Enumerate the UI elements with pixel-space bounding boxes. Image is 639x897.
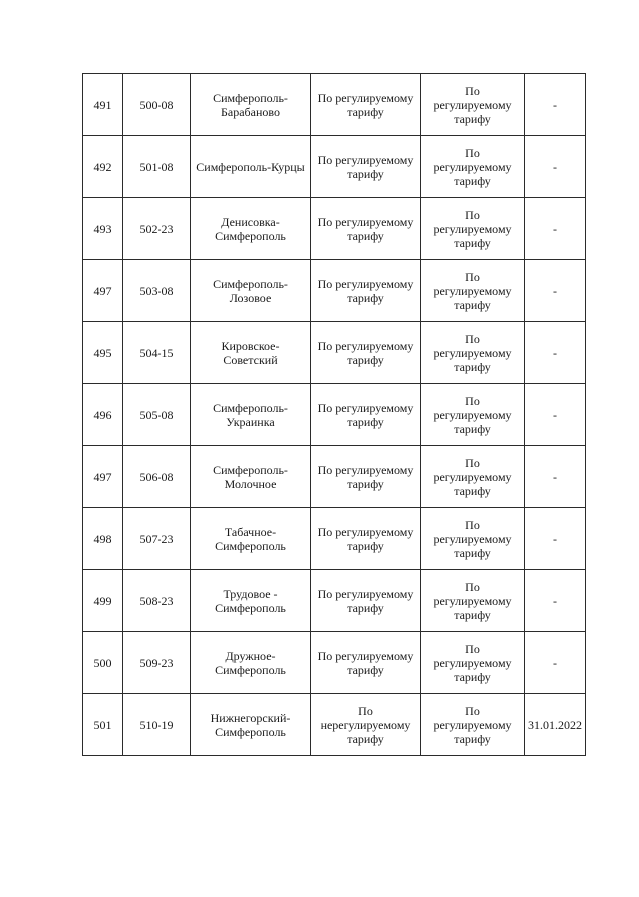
table-row: [83, 508, 586, 570]
date-cell: -: [525, 198, 586, 260]
row-number-cell: 493: [83, 198, 123, 260]
transport-type-cell: По регулируемому тарифу: [421, 508, 525, 570]
table-row: [83, 136, 586, 198]
table-row: [83, 384, 586, 446]
date-cell: -: [525, 446, 586, 508]
route-number-cell: 508-23: [123, 570, 191, 632]
transport-type-cell: По регулируемому тарифу: [421, 570, 525, 632]
row-number-cell: 497: [83, 446, 123, 508]
route-name-cell: Табачное- Симферополь: [191, 508, 311, 570]
route-name-cell: Симферополь- Лозовое: [191, 260, 311, 322]
table-row: [83, 198, 586, 260]
route-number-cell: 503-08: [123, 260, 191, 322]
tariff-cell: По регулируемому тарифу: [311, 322, 421, 384]
date-cell: -: [525, 322, 586, 384]
route-number-cell: 506-08: [123, 446, 191, 508]
route-name-cell: Нижнегорский- Симферополь: [191, 694, 311, 756]
routes-table: [82, 73, 586, 756]
tariff-cell: По регулируемому тарифу: [311, 632, 421, 694]
row-number-cell: 498: [83, 508, 123, 570]
transport-type-cell: По регулируемому тарифу: [421, 632, 525, 694]
date-cell: -: [525, 508, 586, 570]
route-number-cell: 505-08: [123, 384, 191, 446]
row-number-cell: 495: [83, 322, 123, 384]
transport-type-cell: По регулируемому тарифу: [421, 136, 525, 198]
tariff-cell: По регулируемому тарифу: [311, 136, 421, 198]
table-row: [83, 322, 586, 384]
table-row: [83, 74, 586, 136]
tariff-cell: По регулируемому тарифу: [311, 446, 421, 508]
row-number-cell: 491: [83, 74, 123, 136]
date-cell: -: [525, 74, 586, 136]
tariff-cell: По регулируемому тарифу: [311, 508, 421, 570]
date-cell: -: [525, 384, 586, 446]
tariff-cell: По регулируемому тарифу: [311, 260, 421, 322]
route-number-cell: 510-19: [123, 694, 191, 756]
table-row: [83, 632, 586, 694]
row-number-cell: 501: [83, 694, 123, 756]
row-number-cell: 497: [83, 260, 123, 322]
route-number-cell: 502-23: [123, 198, 191, 260]
transport-type-cell: По регулируемому тарифу: [421, 694, 525, 756]
transport-type-cell: По регулируемому тарифу: [421, 322, 525, 384]
row-number-cell: 499: [83, 570, 123, 632]
route-number-cell: 509-23: [123, 632, 191, 694]
date-cell: -: [525, 570, 586, 632]
table-row: [83, 570, 586, 632]
tariff-cell: По регулируемому тарифу: [311, 198, 421, 260]
transport-type-cell: По регулируемому тарифу: [421, 198, 525, 260]
route-number-cell: 507-23: [123, 508, 191, 570]
date-cell: 31.01.2022: [525, 694, 586, 756]
route-name-cell: Симферополь- Барабаново: [191, 74, 311, 136]
transport-type-cell: По регулируемому тарифу: [421, 446, 525, 508]
date-cell: -: [525, 136, 586, 198]
transport-type-cell: По регулируемому тарифу: [421, 384, 525, 446]
route-name-cell: Кировское- Советский: [191, 322, 311, 384]
row-number-cell: 496: [83, 384, 123, 446]
table-row: [83, 260, 586, 322]
date-cell: -: [525, 632, 586, 694]
route-number-cell: 501-08: [123, 136, 191, 198]
tariff-cell: По нерегулируемому тарифу: [311, 694, 421, 756]
route-number-cell: 500-08: [123, 74, 191, 136]
route-name-cell: Симферополь- Молочное: [191, 446, 311, 508]
tariff-cell: По регулируемому тарифу: [311, 384, 421, 446]
table-row: [83, 446, 586, 508]
transport-type-cell: По регулируемому тарифу: [421, 74, 525, 136]
transport-type-cell: По регулируемому тарифу: [421, 260, 525, 322]
row-number-cell: 500: [83, 632, 123, 694]
route-name-cell: Симферополь- Украинка: [191, 384, 311, 446]
route-number-cell: 504-15: [123, 322, 191, 384]
tariff-cell: По регулируемому тарифу: [311, 74, 421, 136]
row-number-cell: 492: [83, 136, 123, 198]
route-name-cell: Дружное- Симферополь: [191, 632, 311, 694]
table-row: [83, 694, 586, 756]
route-name-cell: Симферополь-Курцы: [191, 136, 311, 198]
route-name-cell: Трудовое - Симферополь: [191, 570, 311, 632]
route-name-cell: Денисовка- Симферополь: [191, 198, 311, 260]
tariff-cell: По регулируемому тарифу: [311, 570, 421, 632]
date-cell: -: [525, 260, 586, 322]
routes-table-body: [83, 74, 586, 756]
